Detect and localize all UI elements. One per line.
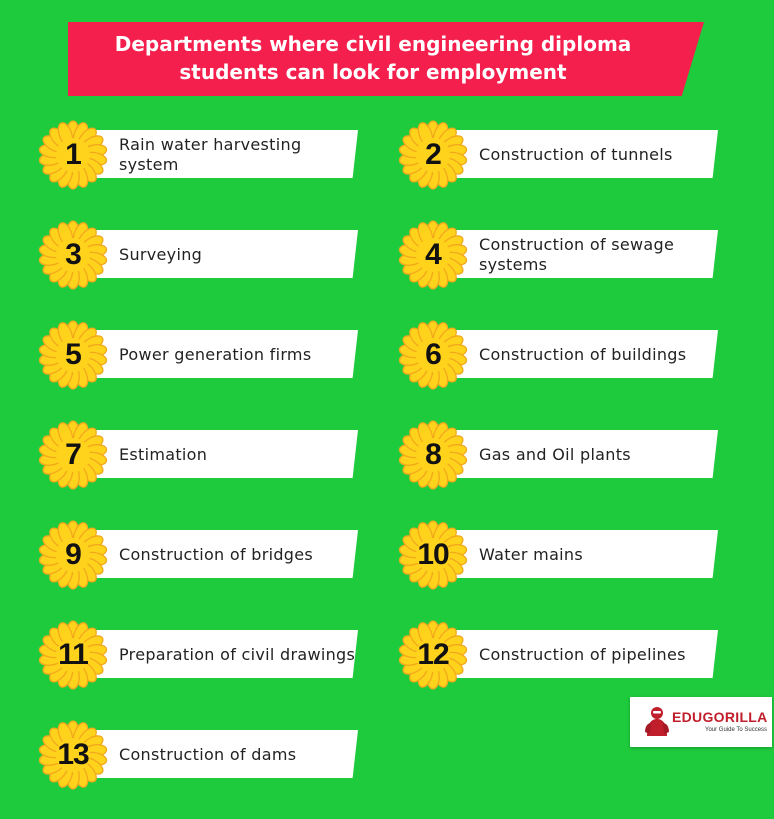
gorilla-icon [644, 706, 670, 738]
department-number: 13 [57, 738, 89, 771]
department-number: 1 [65, 138, 81, 171]
edugorilla-logo [630, 697, 772, 747]
department-label: Construction of sewage systems [479, 235, 675, 274]
department-item [38, 520, 368, 586]
page-title: Departments where civil engineering diploma students can look for employment [114, 32, 632, 84]
department-label: Construction of tunnels [479, 145, 673, 164]
department-number: 4 [425, 238, 441, 271]
department-number: 2 [425, 138, 441, 171]
department-item [398, 220, 728, 286]
department-number: 8 [425, 438, 441, 471]
department-label: Gas and Oil plants [479, 445, 631, 464]
department-number: 6 [425, 338, 441, 371]
department-item [38, 220, 368, 286]
department-label: Construction of dams [119, 745, 297, 764]
department-label: Preparation of civil drawings [119, 645, 356, 664]
department-label: Power generation firms [119, 345, 312, 364]
department-item [398, 620, 728, 686]
logo-tagline: Your Guide To Success [705, 727, 768, 733]
department-label: Surveying [119, 245, 203, 264]
department-item [398, 420, 728, 486]
department-item [38, 620, 368, 686]
department-label: Rain water harvesting system [119, 135, 302, 174]
logo-wordmark: EDUGORILLA [672, 709, 768, 725]
department-number: 3 [65, 238, 81, 271]
department-number: 7 [65, 438, 81, 471]
department-item [398, 120, 728, 186]
department-number: 10 [417, 538, 449, 571]
department-item [398, 320, 728, 386]
department-number: 9 [65, 538, 81, 571]
department-item [398, 520, 728, 586]
department-label: Water mains [479, 545, 583, 564]
department-number: 11 [58, 638, 88, 671]
department-label: Construction of bridges [119, 545, 314, 564]
department-label: Construction of buildings [479, 345, 687, 364]
department-item [38, 320, 368, 386]
department-item [38, 120, 368, 186]
department-number: 5 [65, 338, 81, 371]
department-item [38, 420, 368, 486]
department-item [38, 720, 368, 786]
department-label: Construction of pipelines [479, 645, 686, 664]
department-label: Estimation [119, 445, 208, 464]
department-number: 12 [417, 638, 449, 671]
